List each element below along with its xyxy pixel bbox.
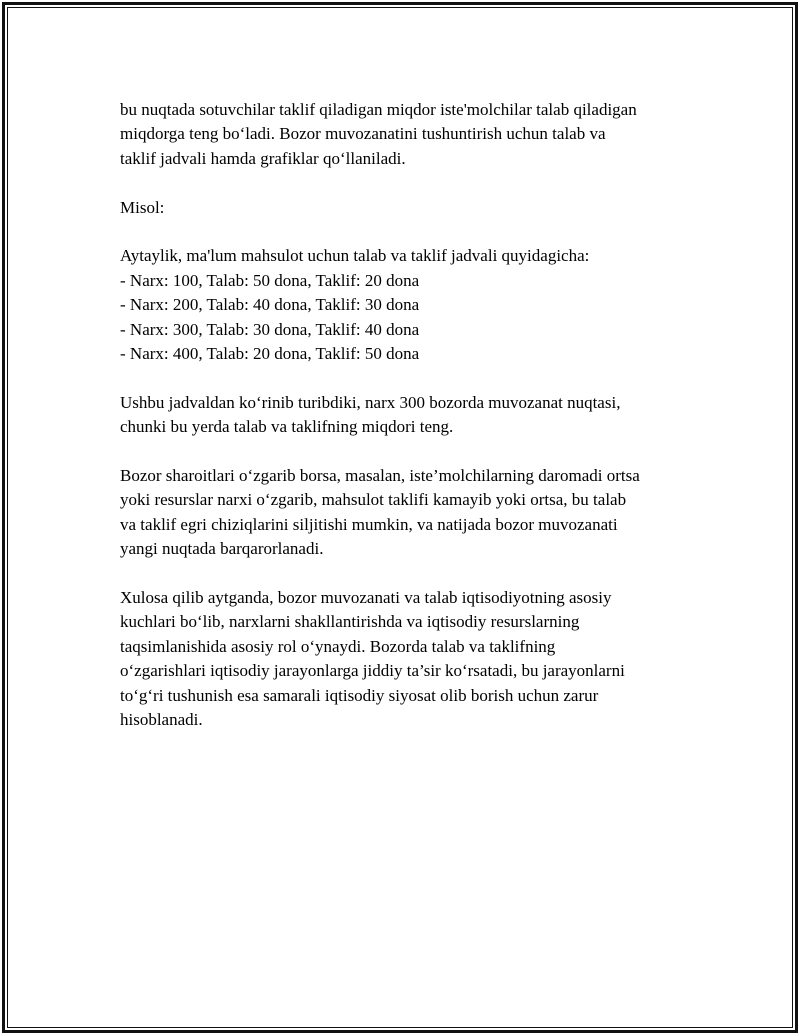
example-row: - Narx: 400, Talab: 20 dona, Taklif: 50 dona <box>120 344 420 364</box>
example-row: - Narx: 100, Talab: 50 dona, Taklif: 20 dona <box>120 270 420 290</box>
text-line: kuchlari bo‘lib, narxlarni shakllantirishda va iqtisodiy resurslarning <box>120 612 580 632</box>
text-line: va taklif egri chiziqlarini siljitishi mumkin, va natijada bozor muvozanati <box>120 514 618 534</box>
text-line: miqdorga teng bo‘ladi. Bozor muvozanatini tushuntirish uchun talab va <box>120 124 606 144</box>
document-body <box>120 98 720 732</box>
text-line: yoki resurslar narxi o‘zgarib, mahsulot taklifi kamayib yoki ortsa, bu talab <box>120 490 627 510</box>
text-line: Ushbu jadvaldan ko‘rinib turibdiki, narx 300 bozorda muvozanat nuqtasi, <box>120 392 621 412</box>
text-line: o‘zgarishlari iqtisodiy jarayonlarga jiddiy ta’sir ko‘rsatadi, bu jarayonlarni <box>120 661 625 681</box>
text-line: taqsimlanishida asosiy rol o‘ynaydi. Bozorda talab va taklifning <box>120 636 556 656</box>
text-line: bu nuqtada sotuvchilar taklif qiladigan miqdor iste'molchilar talab qiladigan <box>120 100 637 119</box>
paragraph-gap <box>120 562 720 586</box>
example-row: - Narx: 300, Talab: 30 dona, Taklif: 40 dona <box>120 319 420 339</box>
example-intro: Aytaylik, ma'lum mahsulot uchun talab va taklif jadvali quyidagicha: <box>120 246 590 266</box>
paragraph-conclusion <box>120 586 720 732</box>
text-line: Bozor sharoitlari o‘zgarib borsa, masalan, iste’molchilarning daromadi ortsa <box>120 466 640 486</box>
paragraph-continuation <box>120 98 720 171</box>
example-heading: Misol: <box>120 197 165 217</box>
text-line: Xulosa qilib aytganda, bozor muvozanati va talab iqtisodiyotning asosiy <box>120 588 612 608</box>
text-line: chunki bu yerda talab va taklifning miqdori teng. <box>120 417 454 437</box>
paragraph-conditions <box>120 464 720 562</box>
text-line: yangi nuqtada barqarorlanadi. <box>120 539 324 559</box>
text-line: hisoblanadi. <box>120 710 203 730</box>
example-section <box>120 244 720 366</box>
paragraph-equilibrium <box>120 391 720 440</box>
paragraph-gap <box>120 220 720 244</box>
paragraph-gap <box>120 171 720 195</box>
page-border <box>2 2 798 1033</box>
paragraph-gap <box>120 440 720 464</box>
text-line: to‘g‘ri tushunish esa samarali iqtisodiy siyosat olib borish uchun zarur <box>120 685 599 705</box>
text-line: taklif jadvali hamda grafiklar qo‘llaniladi. <box>120 148 406 168</box>
example-row: - Narx: 200, Talab: 40 dona, Taklif: 30 dona <box>120 295 420 315</box>
paragraph-gap <box>120 366 720 390</box>
